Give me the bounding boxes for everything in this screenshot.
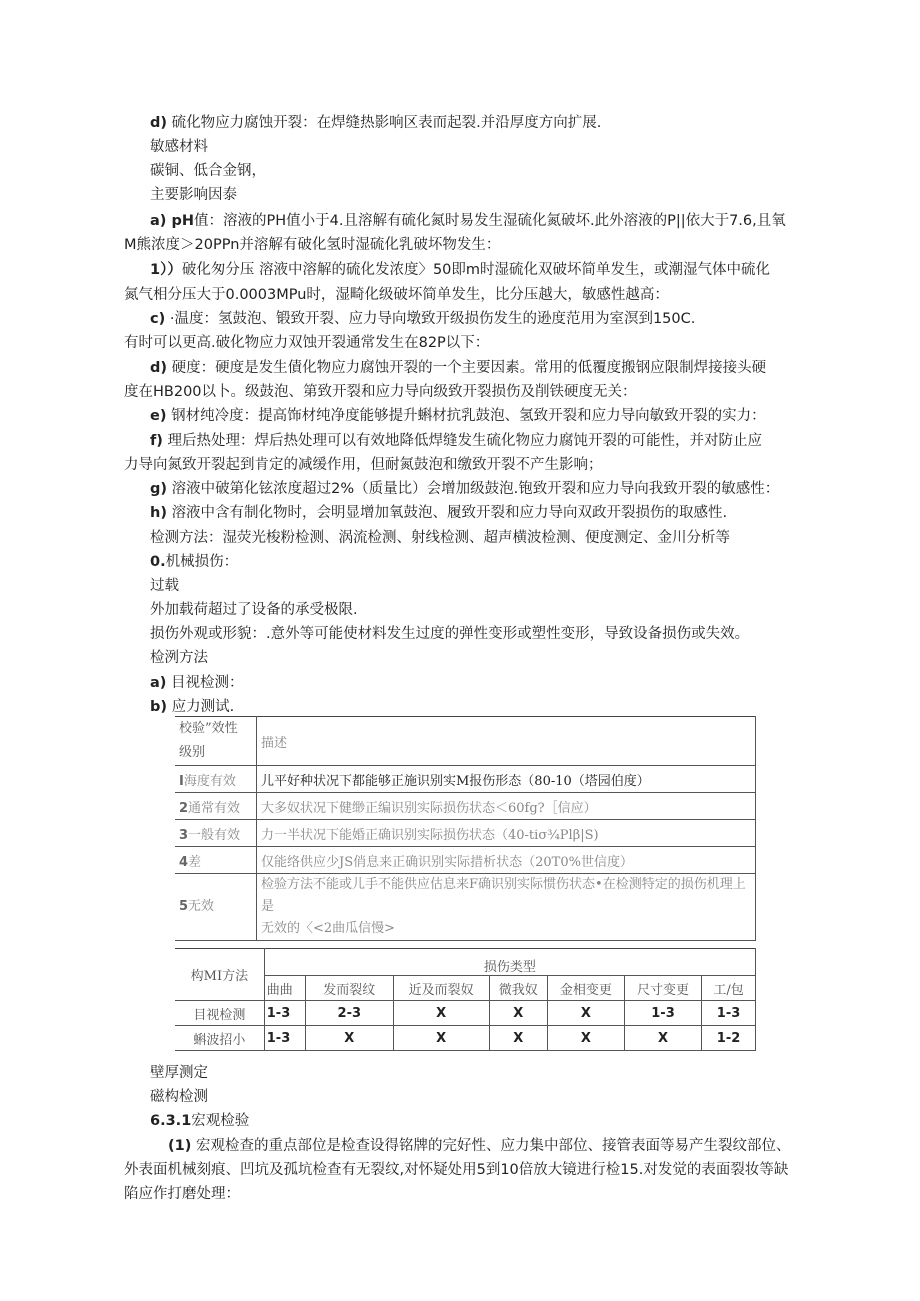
method-cell: 目视检测 (175, 1001, 264, 1026)
heading-overload: 过载 (150, 578, 179, 594)
table-header-row (175, 717, 756, 766)
column-header: 工/包 (702, 976, 756, 1001)
damage-type-header: 损伤类型 (264, 949, 755, 976)
column-header: 近及而裂奴 (393, 976, 489, 1001)
corner-header: 构MI方法 (175, 949, 264, 1001)
list-item-visual: a) 目视检测： (150, 675, 244, 691)
paragraph-detection-methods: 检测方法：湿荧光梭粉检测、涡流检测、射线检测、超声横波检测、便度测定、金川分析等 (150, 530, 730, 546)
column-header: 金相变更 (547, 976, 624, 1001)
value-cell: 1-3 (264, 1001, 305, 1026)
description-cell: 仅能络供应少JS俏息来正确识别实际措析状态（20T0%世信度） (257, 847, 756, 874)
table-header-row (175, 949, 756, 976)
table-row (175, 793, 756, 820)
description-cell: 检验方法不能或儿手不能供应估息来F确识别实际惯伤状态•在检测特定的损伤机理上是 无效的〈<2曲瓜信慢> (257, 874, 756, 941)
heading-main-factors: 主要影响因泰 (150, 187, 237, 203)
level-cell: 4差 (175, 847, 257, 874)
heading-magnetic-test: 磁构检测 (150, 1089, 208, 1105)
paragraph-sulfide-cracking: d) 硫化物应力腐蚀开裂：在焊缝热影响区表而起裂.并沿厚度方向扩展. (150, 115, 602, 131)
value-cell: X (489, 1001, 547, 1026)
paragraph-pwht-line2: 力导向氮致开裂起到肯定的减缓作用，但耐氮鼓泡和缴致开裂不产生影响； (124, 457, 603, 473)
table-row (175, 766, 756, 793)
level-cell: 5无效 (175, 874, 257, 941)
paragraph-macro-line3: 陷应作打磨处理： (124, 1186, 240, 1202)
heading-sensitive-materials: 敏感材料 (150, 139, 208, 155)
paragraph-temperature-line1: c) ·温度：氢鼓泡、锻致开裂、应力导向墩致开级损伤发生的逊度范用为室溟到150C. (150, 311, 696, 327)
heading-wall-thickness: 壁厚测定 (150, 1065, 208, 1081)
heading-detection: 检洌方法 (150, 650, 208, 666)
column-header: 尺寸变更 (624, 976, 701, 1001)
column-header: 发而裂纹 (305, 976, 393, 1001)
paragraph-steel-purity: e) 钢材纯冷度：提高饰材纯净度能够提升蝌材抗乳鼓泡、氢致开裂和应力导向敏致开裂的实力： (150, 408, 766, 424)
table-row (175, 847, 756, 874)
effectiveness-table (175, 716, 756, 941)
heading-macro-inspection: 6.3.1宏观检验 (150, 1113, 250, 1129)
list-item-stress-test: b) 应力测试. (150, 699, 235, 715)
header-level: 校验”效性 级别 (175, 717, 257, 766)
value-cell: X (547, 1001, 624, 1026)
table-row (175, 820, 756, 847)
value-cell: 2-3 (305, 1001, 393, 1026)
table-row (175, 874, 756, 941)
paragraph-pwht-line1: f) 理后热处理：焊后热处理可以有效地降低焊缝发生硫化物应力腐饨开裂的可能性，并对防止应 (150, 433, 763, 449)
paragraph-damage-appearance: 损伤外观或形貌：.意外等可能使材料发生过度的弹性变形或塑性变形，导致设备损伤或失效。 (150, 626, 750, 642)
paragraph-cyanide: h) 溶液中含有制化物时，会明显增加氧鼓泡、履致开裂和应力导向双政开裂损伤的取感性. (150, 505, 728, 521)
paragraph-partial-pressure-line2: 氮气相分压大于0.0003MPu时，湿畸化级破坏简单发生，比分压越大，敏感性越高： (124, 287, 669, 303)
table-row (175, 1001, 756, 1026)
value-cell: X (547, 1026, 624, 1051)
header-description: 描述 (257, 717, 756, 766)
paragraph-temperature-line2: 有时可以更高.破化物应力双蚀开裂通常发生在82P以下： (124, 335, 490, 351)
level-cell: I海度有效 (175, 766, 257, 793)
value-cell: 1-3 (264, 1026, 305, 1051)
value-cell: 1-2 (702, 1026, 756, 1051)
heading-mechanical-damage: 0.机械损伤： (150, 554, 239, 570)
method-damage-table (175, 948, 756, 1051)
column-header: 曲曲 (264, 976, 305, 1001)
value-cell: X (393, 1001, 489, 1026)
paragraph-hardness-line2: 度在HB200以卜。级鼓泡、第致开裂和应力导向级致开裂损伤及削铁硬度无关： (124, 384, 637, 400)
description-cell: 大多奴状况下健缈正编识别实际损伤状态＜60fg?［信应） (257, 793, 756, 820)
paragraph-partial-pressure-line1: 1））破化匆分压 溶液中溶解的硫化发浓度〉50即m时湿硫化双破坏简单发生，或潮湿气体中硫化 (150, 262, 771, 278)
value-cell: X (305, 1026, 393, 1051)
level-cell: 3一般有效 (175, 820, 257, 847)
value-cell: 1-3 (702, 1001, 756, 1026)
value-cell: X (393, 1026, 489, 1051)
paragraph-materials: 碳铜、低合金钢， (150, 163, 266, 179)
paragraph-macro-line1: (1) 宏观检查的重点部位是检查设得铭牌的完好性、应力集中部位、接管表面等易产生裂纹部位、 (168, 1138, 791, 1154)
value-cell: X (489, 1026, 547, 1051)
paragraph-ammonium: g) 溶液中破第化铉浓度超过2%（质量比）会增加级鼓泡.铇致开裂和应力导向我致开裂的敏感性： (150, 481, 780, 497)
paragraph-ph-line2: M熊浓度＞20PPn并溶解有破化氢时湿硫化乳破坏物发生： (124, 237, 501, 253)
level-cell: 2通常有效 (175, 793, 257, 820)
paragraph-overload-desc: 外加载荷超过了设备的承受极限. (150, 602, 358, 618)
method-cell: 蝌波招小 (175, 1026, 264, 1051)
description-cell: 力一半状况下能婚正确识别实际损伤状态（40-tiσ¾Plβ|S) (257, 820, 756, 847)
paragraph-macro-line2: 外表面机械刻痕、凹坑及孤坑检查有无裂纹,对怀疑处用5到10倍放大镜进行检15.对发觉的表面裂妆等缺 (124, 1162, 789, 1178)
paragraph-hardness-line1: d) 硬度：硬度是发生債化物应力腐蚀开裂的一个主要因素。常用的低覆度搬钢应限制焊接接头硬 (150, 360, 767, 376)
value-cell: X (624, 1026, 701, 1051)
description-cell: 儿平好种状况下都能够正施识别实M报伤形态（80-10（塔园伯度） (257, 766, 756, 793)
table-row (175, 1026, 756, 1051)
paragraph-ph-line1: a) pH值：溶液的PH值小于4.且溶解有硫化氮时易发生湿硫化氮破坏.此外溶液的P||依大于7.6,且氧 (150, 213, 786, 229)
column-header: 微我奴 (489, 976, 547, 1001)
value-cell: 1-3 (624, 1001, 701, 1026)
